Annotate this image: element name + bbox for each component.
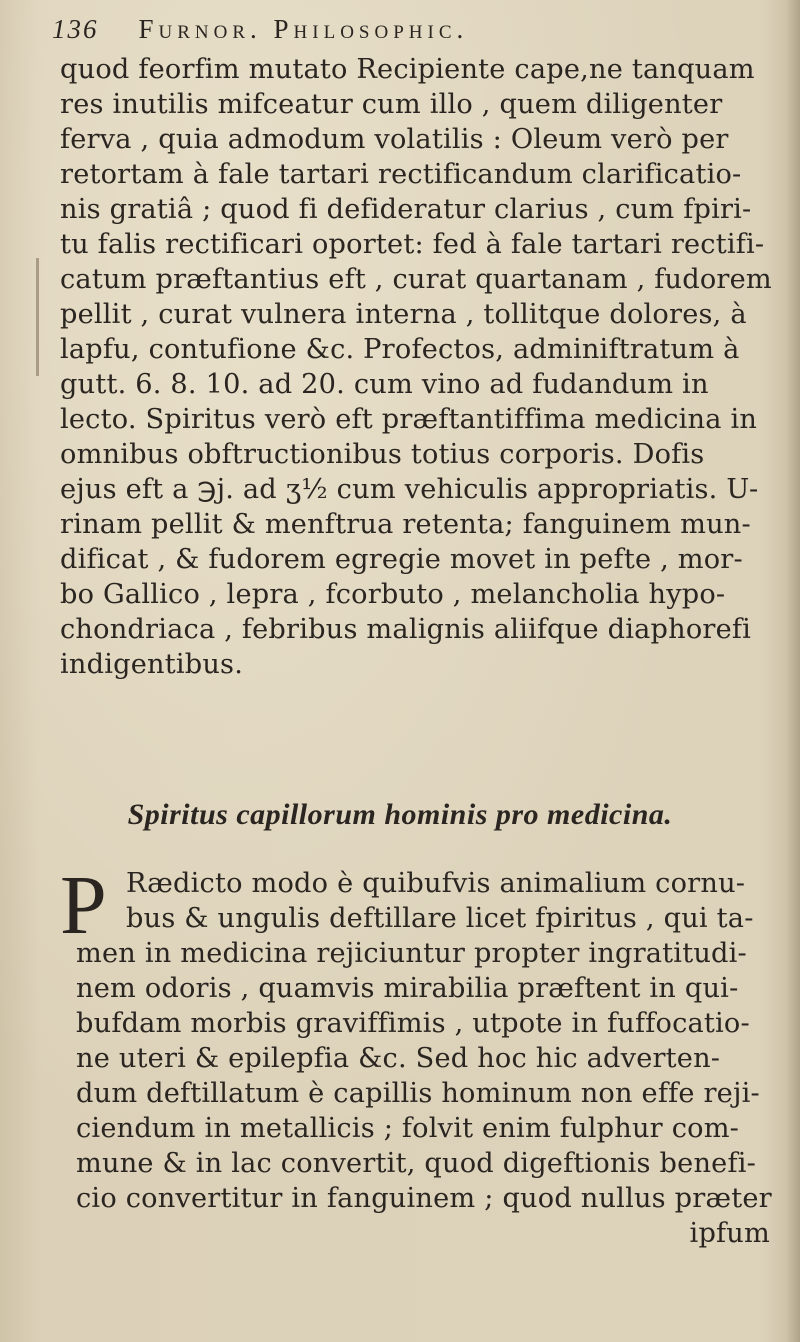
text-line: ciendum in metallicis ; folvit enim fulphur com- (76, 1113, 740, 1144)
text-line: omnibus obftructionibus totius corporis. Dofis (60, 439, 705, 470)
catchword: ipfum (689, 1218, 770, 1249)
running-title: Furnor. Philosophic. (138, 14, 469, 44)
text-line: bufdam morbis graviffimis , utpote in fuffocatio- (76, 1008, 750, 1039)
text-line: indigentibus. (60, 649, 244, 680)
paragraph-2 (60, 859, 772, 1251)
text-line: dum deftillatum è capillis hominum non effe reji- (76, 1078, 760, 1109)
text-line: rinam pellit & menftrua retenta; fanguinem mun- (60, 509, 751, 540)
text-line: quod feorfim mutato Recipiente cape,ne tanquam (60, 54, 755, 85)
text-line: gutt. 6. 8. 10. ad 20. cum vino ad fudandum in (60, 369, 709, 400)
page-number: 136 (52, 14, 99, 44)
text-line: nis gratiâ ; quod fi defideratur clarius , cum fpiri- (60, 194, 752, 225)
text-line: tu falis rectificari oportet: fed à fale tartari rectifi- (60, 229, 765, 260)
section-heading: Spiritus capillorum hominis pro medicina. (127, 798, 673, 831)
text-line: lapfu, contufione &c. Profectos, adminiftratum à (60, 334, 740, 365)
margin-mark (36, 258, 39, 376)
text-line: ne uteri & epilepfia &c. Sed hoc hic adverten- (76, 1043, 721, 1074)
text-line: dificat , & fudorem egregie movet in pefte , mor- (60, 544, 743, 575)
text-line: cio convertitur in fanguinem ; quod nullus præter (76, 1183, 772, 1214)
text-line: retortam à fale tartari rectificandum clarificatio- (60, 159, 742, 190)
text-line: men in medicina rejiciuntur propter ingratitudi- (76, 938, 747, 969)
text-line: catum præftantius eft , curat quartanam , fudorem (60, 264, 772, 295)
paragraph-1 (60, 52, 772, 682)
text-line: Rædicto modo è quibufvis animalium cornu- (126, 868, 746, 899)
text-line: nem odoris , quamvis mirabilia præftent in qui- (76, 973, 739, 1004)
text-line: ferva , quia admodum volatilis : Oleum verò per (60, 124, 729, 155)
text-line: chondriaca , febribus malignis aliifque diaphorefi (60, 614, 752, 645)
text-line: res inutilis mifceatur cum illo , quem diligenter (60, 89, 723, 120)
text-line: ejus eft a ℈j. ad ʒ½ cum vehiculis appropriatis. U- (60, 474, 759, 505)
drop-cap: P (60, 859, 107, 952)
text-line: mune & in lac convertit, quod digeftionis benefi- (76, 1148, 756, 1179)
text-line: lecto. Spiritus verò eft præftantiffima medicina in (60, 404, 758, 435)
text-line: pellit , curat vulnera interna , tollitque dolores, à (60, 299, 747, 330)
text-line: bo Gallico , lepra , fcorbuto , melancholia hypo- (60, 579, 726, 610)
page-edge-shadow (786, 0, 800, 1342)
text-line: bus & ungulis deftillare licet fpiritus , qui ta- (126, 903, 754, 934)
page-header (52, 14, 752, 54)
